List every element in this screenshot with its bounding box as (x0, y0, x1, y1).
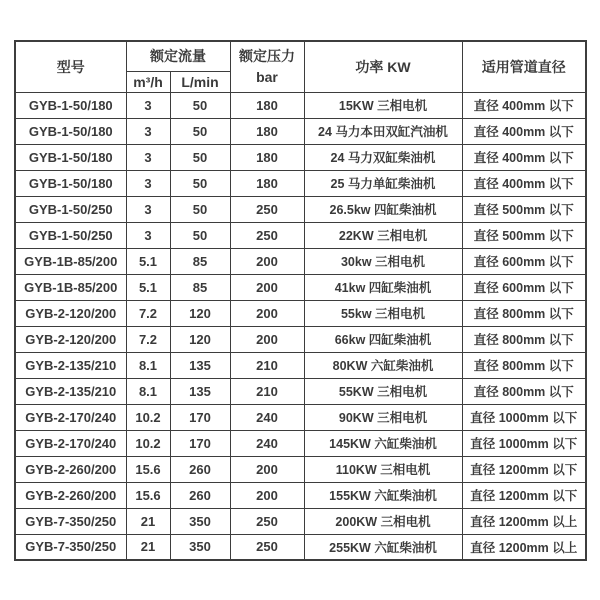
cell-model: GYB-2-135/210 (15, 378, 126, 404)
cell-pipe-diameter: 直径 1000mm 以下 (462, 430, 586, 456)
cell-pressure-bar: 200 (230, 274, 304, 300)
cell-pipe-diameter: 直径 400mm 以下 (462, 144, 586, 170)
spec-table (14, 40, 587, 561)
cell-flow-lmin: 135 (170, 378, 230, 404)
cell-pipe-diameter: 直径 1200mm 以上 (462, 508, 586, 534)
cell-power: 80KW 六缸柴油机 (304, 352, 462, 378)
cell-model: GYB-2-120/200 (15, 300, 126, 326)
cell-model: GYB-1-50/250 (15, 222, 126, 248)
cell-flow-m3h: 10.2 (126, 404, 170, 430)
cell-power: 26.5kw 四缸柴油机 (304, 196, 462, 222)
header-pressure-unit: bar (256, 68, 278, 85)
cell-pressure-bar: 210 (230, 378, 304, 404)
table-row (15, 508, 586, 534)
cell-flow-lmin: 120 (170, 326, 230, 352)
cell-power: 24 马力双缸柴油机 (304, 144, 462, 170)
cell-flow-m3h: 15.6 (126, 482, 170, 508)
cell-flow-m3h: 15.6 (126, 456, 170, 482)
cell-flow-lmin: 350 (170, 508, 230, 534)
cell-power: 155KW 六缸柴油机 (304, 482, 462, 508)
header-power: 功率 KW (304, 41, 462, 92)
cell-flow-lmin: 85 (170, 274, 230, 300)
cell-pipe-diameter: 直径 1200mm 以下 (462, 482, 586, 508)
cell-pipe-diameter: 直径 400mm 以下 (462, 92, 586, 118)
cell-flow-m3h: 10.2 (126, 430, 170, 456)
cell-model: GYB-2-135/210 (15, 352, 126, 378)
cell-pressure-bar: 250 (230, 196, 304, 222)
cell-model: GYB-7-350/250 (15, 534, 126, 560)
cell-pressure-bar: 200 (230, 326, 304, 352)
cell-power: 22KW 三相电机 (304, 222, 462, 248)
cell-flow-lmin: 350 (170, 534, 230, 560)
cell-flow-m3h: 3 (126, 144, 170, 170)
table-row (15, 170, 586, 196)
cell-model: GYB-1B-85/200 (15, 274, 126, 300)
cell-pressure-bar: 240 (230, 404, 304, 430)
cell-flow-lmin: 260 (170, 482, 230, 508)
cell-flow-m3h: 3 (126, 92, 170, 118)
table-row (15, 404, 586, 430)
cell-pipe-diameter: 直径 500mm 以下 (462, 196, 586, 222)
table-row (15, 430, 586, 456)
cell-pressure-bar: 180 (230, 170, 304, 196)
cell-pipe-diameter: 直径 800mm 以下 (462, 326, 586, 352)
cell-flow-m3h: 21 (126, 508, 170, 534)
table-row (15, 196, 586, 222)
table-row (15, 144, 586, 170)
cell-flow-m3h: 5.1 (126, 248, 170, 274)
header-flow-m3h: m³/h (126, 71, 170, 92)
cell-pipe-diameter: 直径 500mm 以下 (462, 222, 586, 248)
cell-pipe-diameter: 直径 800mm 以下 (462, 300, 586, 326)
cell-pipe-diameter: 直径 1200mm 以上 (462, 534, 586, 560)
table-row (15, 534, 586, 560)
cell-pipe-diameter: 直径 600mm 以下 (462, 248, 586, 274)
table-row (15, 300, 586, 326)
table-row (15, 456, 586, 482)
cell-flow-m3h: 7.2 (126, 326, 170, 352)
cell-flow-lmin: 50 (170, 144, 230, 170)
cell-pipe-diameter: 直径 800mm 以下 (462, 378, 586, 404)
cell-power: 15KW 三相电机 (304, 92, 462, 118)
spec-table-container (14, 40, 587, 561)
cell-pressure-bar: 180 (230, 144, 304, 170)
header-row-1 (15, 41, 586, 71)
cell-power: 30kw 三相电机 (304, 248, 462, 274)
cell-power: 145KW 六缸柴油机 (304, 430, 462, 456)
cell-flow-m3h: 3 (126, 222, 170, 248)
cell-pipe-diameter: 直径 1000mm 以下 (462, 404, 586, 430)
cell-flow-lmin: 120 (170, 300, 230, 326)
table-row (15, 248, 586, 274)
cell-pressure-bar: 200 (230, 482, 304, 508)
header-model: 型号 (15, 41, 126, 92)
cell-pressure-bar: 200 (230, 456, 304, 482)
cell-flow-lmin: 50 (170, 118, 230, 144)
cell-model: GYB-7-350/250 (15, 508, 126, 534)
header-flow-group: 额定流量 (126, 41, 230, 71)
cell-flow-lmin: 85 (170, 248, 230, 274)
cell-power: 66kw 四缸柴油机 (304, 326, 462, 352)
cell-flow-m3h: 3 (126, 196, 170, 222)
cell-pressure-bar: 250 (230, 534, 304, 560)
cell-flow-m3h: 3 (126, 170, 170, 196)
cell-pressure-bar: 210 (230, 352, 304, 378)
header-pressure (230, 41, 304, 92)
cell-flow-m3h: 8.1 (126, 378, 170, 404)
table-body (15, 92, 586, 560)
cell-model: GYB-1-50/180 (15, 170, 126, 196)
cell-model: GYB-2-260/200 (15, 456, 126, 482)
cell-model: GYB-2-260/200 (15, 482, 126, 508)
cell-power: 90KW 三相电机 (304, 404, 462, 430)
cell-model: GYB-1-50/180 (15, 118, 126, 144)
cell-model: GYB-1-50/180 (15, 144, 126, 170)
table-row (15, 118, 586, 144)
cell-pressure-bar: 180 (230, 92, 304, 118)
cell-flow-m3h: 21 (126, 534, 170, 560)
table-header (15, 41, 586, 92)
cell-model: GYB-1B-85/200 (15, 248, 126, 274)
table-row (15, 326, 586, 352)
cell-flow-m3h: 7.2 (126, 300, 170, 326)
header-pipe: 适用管道直径 (462, 41, 586, 92)
cell-pressure-bar: 200 (230, 248, 304, 274)
cell-flow-lmin: 135 (170, 352, 230, 378)
cell-pipe-diameter: 直径 800mm 以下 (462, 352, 586, 378)
cell-pressure-bar: 250 (230, 222, 304, 248)
cell-pressure-bar: 180 (230, 118, 304, 144)
cell-power: 24 马力本田双缸汽油机 (304, 118, 462, 144)
cell-pipe-diameter: 直径 400mm 以下 (462, 170, 586, 196)
table-row (15, 222, 586, 248)
cell-flow-lmin: 50 (170, 92, 230, 118)
cell-flow-lmin: 170 (170, 404, 230, 430)
cell-power: 55KW 三相电机 (304, 378, 462, 404)
cell-power: 200KW 三相电机 (304, 508, 462, 534)
cell-flow-m3h: 5.1 (126, 274, 170, 300)
table-row (15, 378, 586, 404)
table-row (15, 92, 586, 118)
cell-model: GYB-2-170/240 (15, 404, 126, 430)
cell-pipe-diameter: 直径 1200mm 以下 (462, 456, 586, 482)
cell-model: GYB-2-120/200 (15, 326, 126, 352)
cell-flow-lmin: 50 (170, 222, 230, 248)
cell-model: GYB-2-170/240 (15, 430, 126, 456)
cell-power: 110KW 三相电机 (304, 456, 462, 482)
cell-flow-lmin: 50 (170, 196, 230, 222)
header-pressure-label: 额定压力 (239, 48, 295, 65)
cell-flow-lmin: 260 (170, 456, 230, 482)
table-row (15, 352, 586, 378)
table-row (15, 482, 586, 508)
cell-power: 55kw 三相电机 (304, 300, 462, 326)
cell-flow-lmin: 170 (170, 430, 230, 456)
cell-power: 255KW 六缸柴油机 (304, 534, 462, 560)
cell-flow-m3h: 3 (126, 118, 170, 144)
table-row (15, 274, 586, 300)
cell-flow-m3h: 8.1 (126, 352, 170, 378)
header-flow-lmin: L/min (170, 71, 230, 92)
cell-pressure-bar: 240 (230, 430, 304, 456)
cell-pressure-bar: 200 (230, 300, 304, 326)
cell-power: 25 马力单缸柴油机 (304, 170, 462, 196)
cell-power: 41kw 四缸柴油机 (304, 274, 462, 300)
cell-pressure-bar: 250 (230, 508, 304, 534)
cell-flow-lmin: 50 (170, 170, 230, 196)
cell-model: GYB-1-50/180 (15, 92, 126, 118)
cell-pipe-diameter: 直径 600mm 以下 (462, 274, 586, 300)
cell-pipe-diameter: 直径 400mm 以下 (462, 118, 586, 144)
cell-model: GYB-1-50/250 (15, 196, 126, 222)
